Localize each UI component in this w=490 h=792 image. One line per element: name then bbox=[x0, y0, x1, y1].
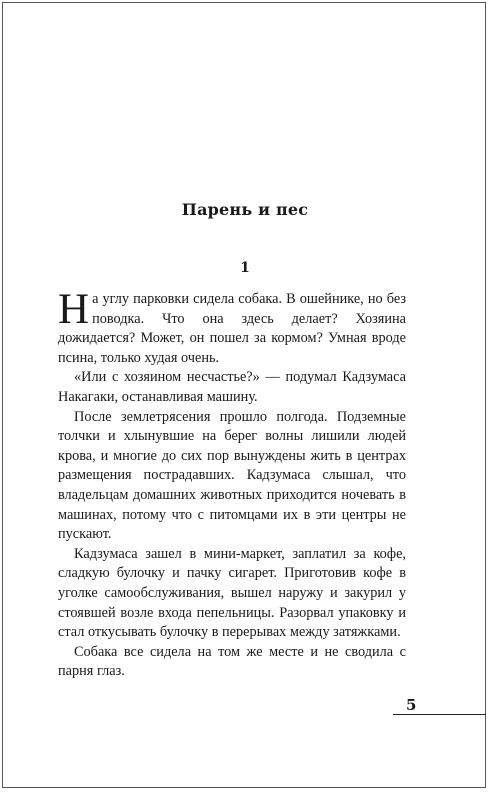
paragraph: Кадзумаса зашел в мини-маркет, заплатил за кофе, сладкую булочку и пачку сигарет. Приготовив кофе в уголке самообслуживания, вышел наружу и закурил у стоявшей возле входа пепельницы. Разорвал упаковку и стал откусывать булочку в перерывах между затяжками. bbox=[58, 545, 406, 641]
paragraph bbox=[58, 286, 406, 368]
chapter-title: Парень и пес bbox=[181, 200, 309, 219]
paragraph-text: а углу парковки сидела собака. В ошейнике, но без поводка. Что она здесь делает? Хозяина дожидается? Может, он пошел за кормом? Умная вроде псина, только худая очень. bbox=[58, 291, 406, 366]
paragraph: После землетрясения прошло полгода. Подземные толчки и хлынувшие на берег волны лишили людей крова, и многие до сих пор вынуждены жить в центрах размещения пострадавших. Кадзумаса слышал, что владельцам домашних животных приходится ночевать в машинах, потому что с питомцами их в эти центры не пускают. bbox=[58, 408, 406, 543]
paragraph: Собака все сидела на том же месте и не сводила с парня глаз. bbox=[58, 643, 406, 680]
drop-cap: Н bbox=[58, 286, 90, 333]
page-number: 5 bbox=[406, 696, 417, 714]
section-number: 1 bbox=[240, 260, 250, 276]
paragraph: «Или с хозяином несчастье?» — подумал Кадзумаса Накагаки, останавливая машину. bbox=[58, 369, 406, 405]
body-text bbox=[58, 286, 406, 682]
footer-rule bbox=[393, 714, 486, 715]
